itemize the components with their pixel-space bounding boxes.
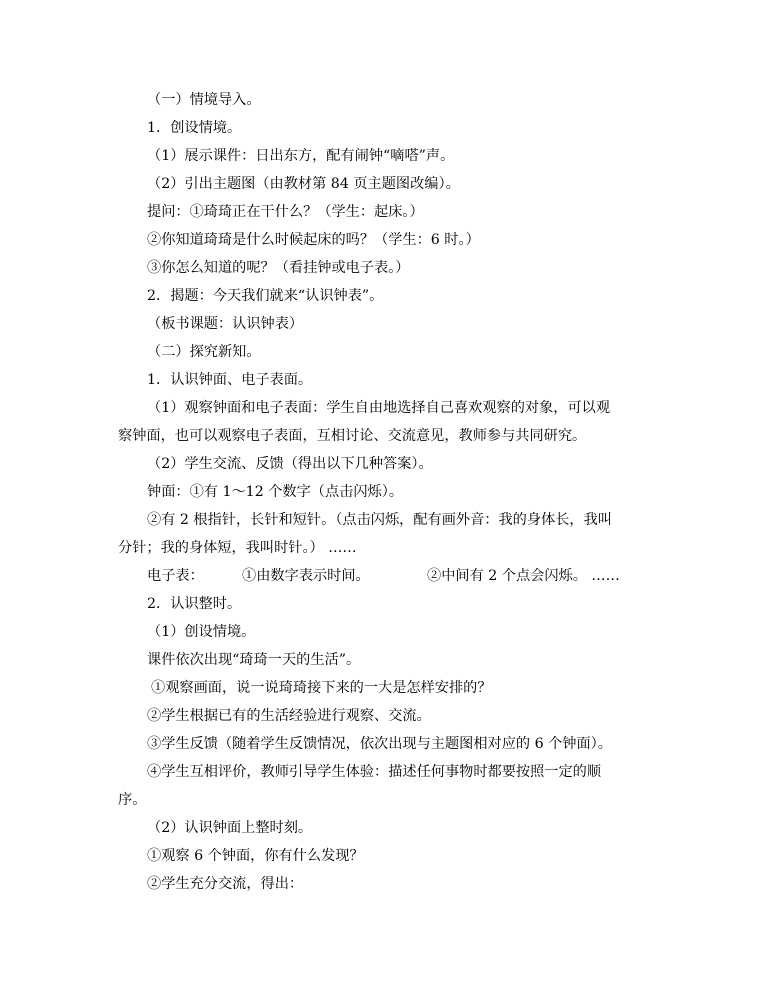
paragraph: ④学生互相评价，教师引导学生体验：描述任何事物时都要按照一定的顺 (147, 764, 602, 780)
electronic-watch-point-2: ②中间有 2 个点会闪烁。 …… (427, 568, 620, 584)
paragraph: ①观察画面，说一说琦琦接下来的一大是怎样安排的？ (151, 680, 492, 696)
paragraph: （2）引出主题图（由教材第 84 页主题图改编）。 (147, 176, 460, 192)
paragraph: 提问：①琦琦正在干什么？（学生：起床。） (147, 204, 424, 220)
paragraph: ②你知道琦琦是什么时候起床的吗？（学生：6 时。） (147, 232, 480, 248)
paragraph: 1．创设情境。 (147, 120, 242, 136)
paragraph: 2．认识整时。 (147, 596, 242, 612)
paragraph: （1）创设情境。 (147, 624, 256, 640)
document-page (118, 86, 658, 898)
paragraph: （2）学生交流、反馈（得出以下几种答案）。 (147, 456, 433, 472)
section-heading: （一）情境导入。 (147, 92, 261, 108)
paragraph-continuation: 察钟面，也可以观察电子表面，互相讨论、交流意见，教师参与共同研究。 (118, 428, 587, 444)
paragraph: 1．认识钟面、电子表面。 (147, 372, 313, 388)
paragraph: （1）观察钟面和电子表面：学生自由地选择自己喜欢观察的对象，可以观 (147, 400, 611, 416)
paragraph-continuation: 分针；我的身体短，我叫时针。） …… (118, 540, 357, 556)
paragraph: ③你怎么知道的呢？（看挂钟或电子表。） (147, 260, 410, 276)
paragraph: 钟面：①有 1～12 个数字（点击闪烁）。 (147, 484, 404, 500)
paragraph: ②学生充分交流，得出： (147, 876, 304, 892)
paragraph: （板书课题：认识钟表） (147, 316, 304, 332)
paragraph: ②学生根据已有的生活经验进行观察、交流。 (147, 708, 431, 724)
section-heading: （二）探究新知。 (147, 344, 261, 360)
electronic-watch-point-1: ①由数字表示时间。 (242, 568, 370, 584)
electronic-watch-label: 电子表： (147, 568, 204, 584)
paragraph-continuation: 序。 (118, 792, 147, 808)
paragraph: 课件依次出现“琦琦一天的生活”。 (147, 652, 361, 668)
paragraph: ②有 2 根指针，长针和短针。（点击闪烁，配有画外音：我的身体长，我叫 (147, 512, 612, 528)
paragraph: ①观察 6 个钟面，你有什么发现？ (147, 848, 364, 864)
paragraph (118, 562, 658, 590)
paragraph: （2）认识钟面上整时刻。 (147, 820, 313, 836)
paragraph: （1）展示课件：日出东方，配有闹钟“嘀嗒”声。 (147, 148, 455, 164)
paragraph: ③学生反馈（随着学生反馈情况，依次出现与主题图相对应的 6 个钟面）。 (147, 736, 612, 752)
paragraph: 2．揭题：今天我们就来“认识钟表”。 (147, 288, 384, 304)
